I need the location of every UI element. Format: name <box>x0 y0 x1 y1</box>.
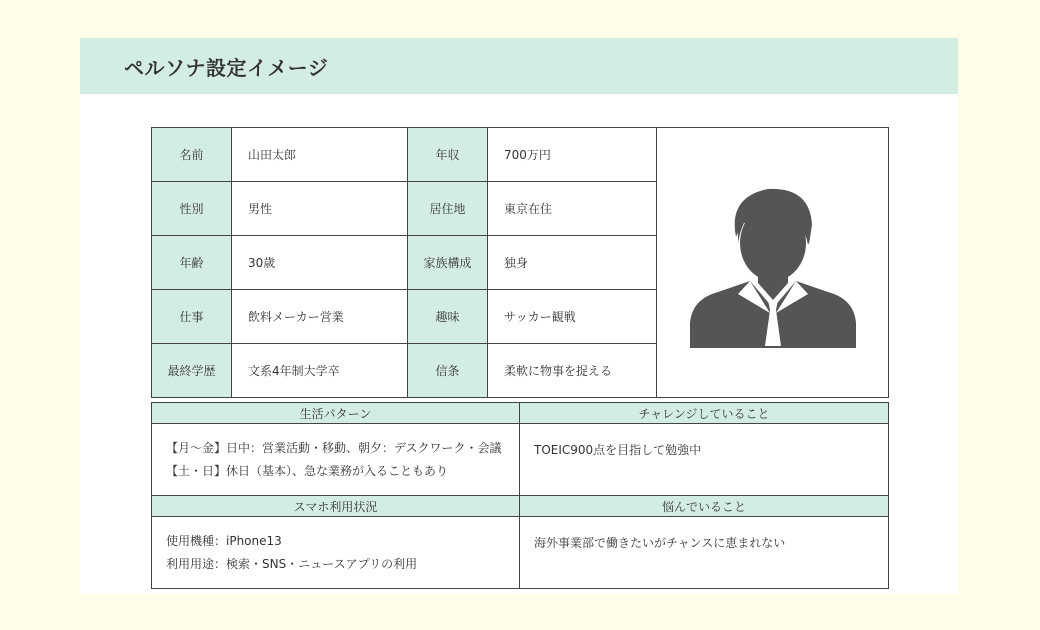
belief-label: 信条 <box>408 344 488 398</box>
table-row <box>152 517 889 589</box>
table-row <box>152 424 889 496</box>
table-row <box>152 403 889 424</box>
hobby-label: 趣味 <box>408 290 488 344</box>
table-row <box>152 496 889 517</box>
worries-body <box>520 517 889 589</box>
challenge-line: TOEIC900点を目指して勉強中 <box>534 443 702 457</box>
age-label: 年齢 <box>152 236 232 290</box>
smartphone-line: 利用用途：検索・SNS・ニュースアプリの利用 <box>166 556 418 571</box>
smartphone-body <box>152 517 520 589</box>
residence-label: 居住地 <box>408 182 488 236</box>
profile-table <box>151 127 889 398</box>
income-label: 年収 <box>408 128 488 182</box>
worries-heading: 悩んでいること <box>520 496 889 517</box>
income-value: 700万円 <box>488 128 657 182</box>
name-value: 山田太郎 <box>232 128 408 182</box>
job-label: 仕事 <box>152 290 232 344</box>
family-value: 独身 <box>488 236 657 290</box>
challenge-body <box>520 424 889 496</box>
lifestyle-body <box>152 424 520 496</box>
lifestyle-line: 【月～金】日中：営業活動・移動、朝夕：デスクワーク・会議 <box>166 440 502 455</box>
lifestyle-line: 【土・日】休日（基本）、急な業務が入ることもあり <box>166 463 449 478</box>
smartphone-line: 使用機種：iPhone13 <box>166 533 282 548</box>
hobby-value: サッカー観戦 <box>488 290 657 344</box>
smartphone-heading: スマホ利用状況 <box>152 496 520 517</box>
name-label: 名前 <box>152 128 232 182</box>
gender-label: 性別 <box>152 182 232 236</box>
persona-card <box>80 38 958 594</box>
residence-value: 東京在住 <box>488 182 657 236</box>
table-row <box>152 128 889 182</box>
avatar <box>657 128 889 398</box>
person-in-suit-icon <box>688 171 858 351</box>
page-title: ペルソナ設定イメージ <box>80 38 958 94</box>
age-value: 30歳 <box>232 236 408 290</box>
education-value: 文系4年制大学卒 <box>232 344 408 398</box>
gender-value: 男性 <box>232 182 408 236</box>
challenge-heading: チャレンジしていること <box>520 403 889 424</box>
family-label: 家族構成 <box>408 236 488 290</box>
job-value: 飲料メーカー営業 <box>232 290 408 344</box>
belief-value: 柔軟に物事を捉える <box>488 344 657 398</box>
worries-line: 海外事業部で働きたいがチャンスに恵まれない <box>534 536 786 550</box>
education-label: 最終学歴 <box>152 344 232 398</box>
detail-sections <box>151 402 889 589</box>
lifestyle-heading: 生活パターン <box>152 403 520 424</box>
